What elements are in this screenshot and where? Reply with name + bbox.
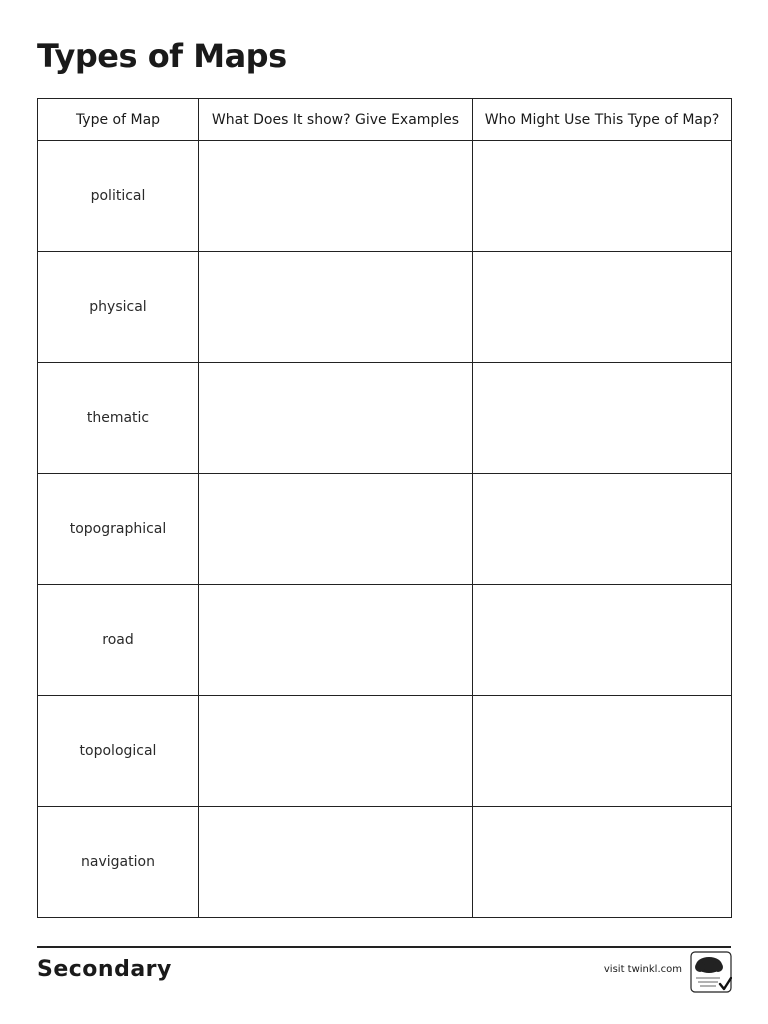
table-row <box>38 696 732 807</box>
table-row <box>38 474 732 585</box>
map-type-cell: physical <box>38 252 199 363</box>
header-what-does-it-show: What Does It show? Give Examples <box>199 99 473 141</box>
page-title: Types of Maps <box>37 37 287 75</box>
map-type-cell: road <box>38 585 199 696</box>
footer-brand: Secondary <box>37 957 172 982</box>
who-answer-cell[interactable] <box>473 585 732 696</box>
table-header-row <box>38 99 732 141</box>
table-row <box>38 141 732 252</box>
map-type-cell: topological <box>38 696 199 807</box>
footer-visit-link[interactable]: visit twinkl.com <box>603 964 682 975</box>
who-answer-cell[interactable] <box>473 141 732 252</box>
map-type-cell: political <box>38 141 199 252</box>
who-answer-cell[interactable] <box>473 807 732 918</box>
footer-divider <box>37 946 731 948</box>
table-row <box>38 252 732 363</box>
types-of-maps-table <box>37 98 732 918</box>
shows-answer-cell[interactable] <box>199 363 473 474</box>
table-row <box>38 585 732 696</box>
table-row <box>38 363 732 474</box>
shows-answer-cell[interactable] <box>199 585 473 696</box>
shows-answer-cell[interactable] <box>199 252 473 363</box>
map-type-cell: topographical <box>38 474 199 585</box>
who-answer-cell[interactable] <box>473 696 732 807</box>
who-answer-cell[interactable] <box>473 363 732 474</box>
map-type-cell: thematic <box>38 363 199 474</box>
shows-answer-cell[interactable] <box>199 807 473 918</box>
who-answer-cell[interactable] <box>473 474 732 585</box>
map-type-cell: navigation <box>38 807 199 918</box>
shows-answer-cell[interactable] <box>199 474 473 585</box>
twinkl-quality-badge-icon <box>690 951 732 993</box>
table-row <box>38 807 732 918</box>
shows-answer-cell[interactable] <box>199 141 473 252</box>
header-type-of-map: Type of Map <box>38 99 199 141</box>
header-who-might-use: Who Might Use This Type of Map? <box>473 99 732 141</box>
who-answer-cell[interactable] <box>473 252 732 363</box>
shows-answer-cell[interactable] <box>199 696 473 807</box>
